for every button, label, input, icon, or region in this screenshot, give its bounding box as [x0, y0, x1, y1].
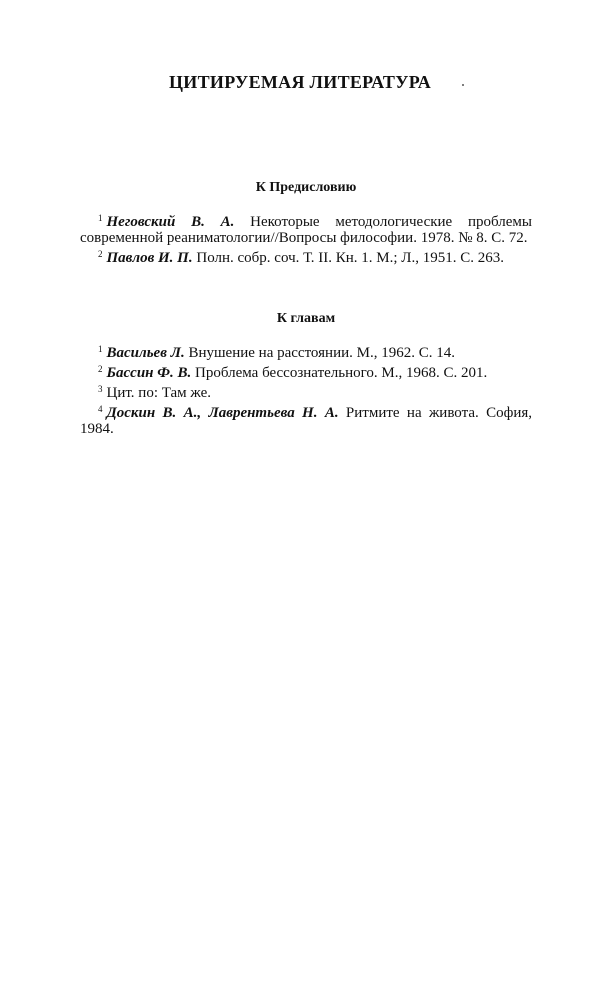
reference-text: Цит. по: Там же.	[106, 385, 211, 401]
section-heading: К главам	[276, 311, 336, 326]
footnote-number: 4	[98, 404, 103, 414]
reference-author: Васильев Л.	[106, 345, 185, 361]
footnote-number: 3	[98, 384, 103, 394]
reference-entry	[80, 381, 532, 401]
reference-entry	[80, 361, 532, 381]
section-preface	[80, 180, 532, 266]
reference-entry	[80, 210, 532, 246]
reference-author: Доскин В. А., Лаврентьева Н. А.	[106, 405, 339, 421]
reference-entry	[80, 341, 532, 361]
reference-author: Бассин Ф. В.	[106, 365, 192, 381]
footnote-number: 1	[98, 344, 103, 354]
section-chapters	[80, 311, 532, 437]
reference-text: Ритмите на живота. София, 1984.	[80, 405, 533, 437]
section-heading: К Предисловию	[255, 180, 357, 195]
reference-text: Проблема бессознательного. М., 1968. С. 201.	[191, 365, 488, 381]
page-title: ЦИТИРУЕМАЯ ЛИТЕРАТУРА	[169, 72, 431, 92]
reference-text: Полн. собр. соч. Т. II. Кн. 1. М.; Л., 1951. С. 263.	[192, 250, 504, 266]
reference-text: Внушение на расстоянии. М., 1962. С. 14.	[184, 345, 455, 361]
print-speck	[462, 84, 464, 86]
reference-text: Некоторые методологические проблемы современной реаниматологии//Вопросы философии. 1978. № 8. С. 72.	[80, 214, 532, 246]
footnote-number: 2	[98, 249, 103, 259]
reference-entry	[80, 401, 532, 437]
footnote-number: 2	[98, 364, 103, 374]
reference-entry	[80, 246, 532, 266]
footnote-number: 1	[98, 213, 103, 223]
reference-author: Неговский В. А.	[106, 214, 235, 230]
reference-author: Павлов И. П.	[106, 250, 193, 266]
